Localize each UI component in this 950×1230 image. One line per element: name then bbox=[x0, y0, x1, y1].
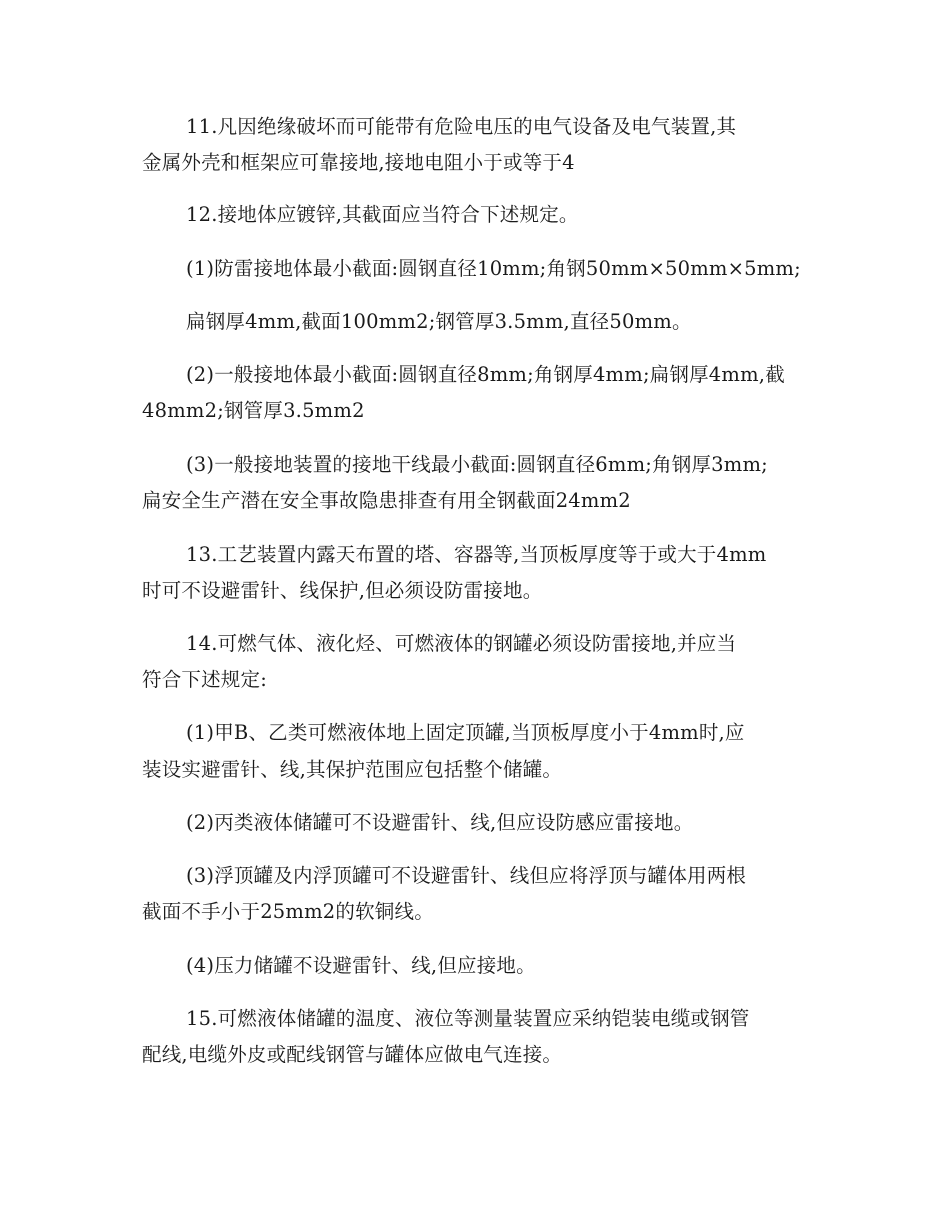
paragraph-13-line-1: 13.工艺装置内露天布置的塔、容器等,当顶板厚度等于或大于4mm bbox=[186, 543, 767, 566]
paragraph-14-line-1: 14.可燃气体、液化烃、可燃液体的钢罐必须设防雷接地,并应当 bbox=[186, 632, 737, 655]
paragraph-11-line-2: 金属外壳和框架应可靠接地,接地电阻小于或等于4 bbox=[142, 151, 575, 174]
paragraph-12-1-line-2: 扁钢厚4mm,截面100mm2;钢管厚3.5mm,直径50mm。 bbox=[186, 310, 692, 333]
paragraph-11-line-1: 11.凡因绝缘破坏而可能带有危险电压的电气设备及电气装置,其 bbox=[186, 115, 737, 138]
paragraph-12-1-line-1: (1)防雷接地体最小截面:圆钢直径10mm;角钢50mm×50mm×5mm; bbox=[186, 257, 801, 280]
paragraph-15-line-2: 配线,电缆外皮或配线钢管与罐体应做电气连接。 bbox=[142, 1043, 563, 1066]
paragraph-12-3-line-1: (3)一般接地装置的接地干线最小截面:圆钢直径6mm;角钢厚3mm; bbox=[186, 453, 768, 476]
paragraph-14-2: (2)丙类液体储罐可不设避雷针、线,但应设防感应雷接地。 bbox=[186, 811, 694, 834]
paragraph-14-1-line-1: (1)甲B、乙类可燃液体地上固定顶罐,当顶板厚度小于4mm时,应 bbox=[186, 721, 745, 744]
paragraph-12-2-line-1: (2)一般接地体最小截面:圆钢直径8mm;角钢厚4mm;扁钢厚4mm,截 bbox=[186, 363, 785, 386]
paragraph-12-2-line-2: 48mm2;钢管厚3.5mm2 bbox=[142, 399, 365, 422]
paragraph-14-1-line-2: 装设实避雷针、线,其保护范围应包括整个储罐。 bbox=[142, 758, 563, 781]
paragraph-12-3-line-2: 扁安全生产潜在安全事故隐患排查有用全钢截面24mm2 bbox=[142, 489, 631, 512]
paragraph-15-line-1: 15.可燃液体储罐的温度、液位等测量装置应采纳铠装电缆或钢管 bbox=[186, 1007, 750, 1030]
paragraph-14-3-line-2: 截面不手小于25mm2的软铜线。 bbox=[142, 900, 434, 923]
paragraph-14-3-line-1: (3)浮顶罐及内浮顶罐可不设避雷针、线但应将浮顶与罐体用两根 bbox=[186, 864, 747, 887]
paragraph-13-line-2: 时可不设避雷针、线保护,但必须设防雷接地。 bbox=[142, 579, 543, 602]
paragraph-14-4: (4)压力储罐不设避雷针、线,但应接地。 bbox=[186, 954, 536, 977]
paragraph-12: 12.接地体应镀锌,其截面应当符合下述规定。 bbox=[186, 203, 579, 226]
paragraph-14-line-2: 符合下述规定: bbox=[142, 668, 267, 691]
